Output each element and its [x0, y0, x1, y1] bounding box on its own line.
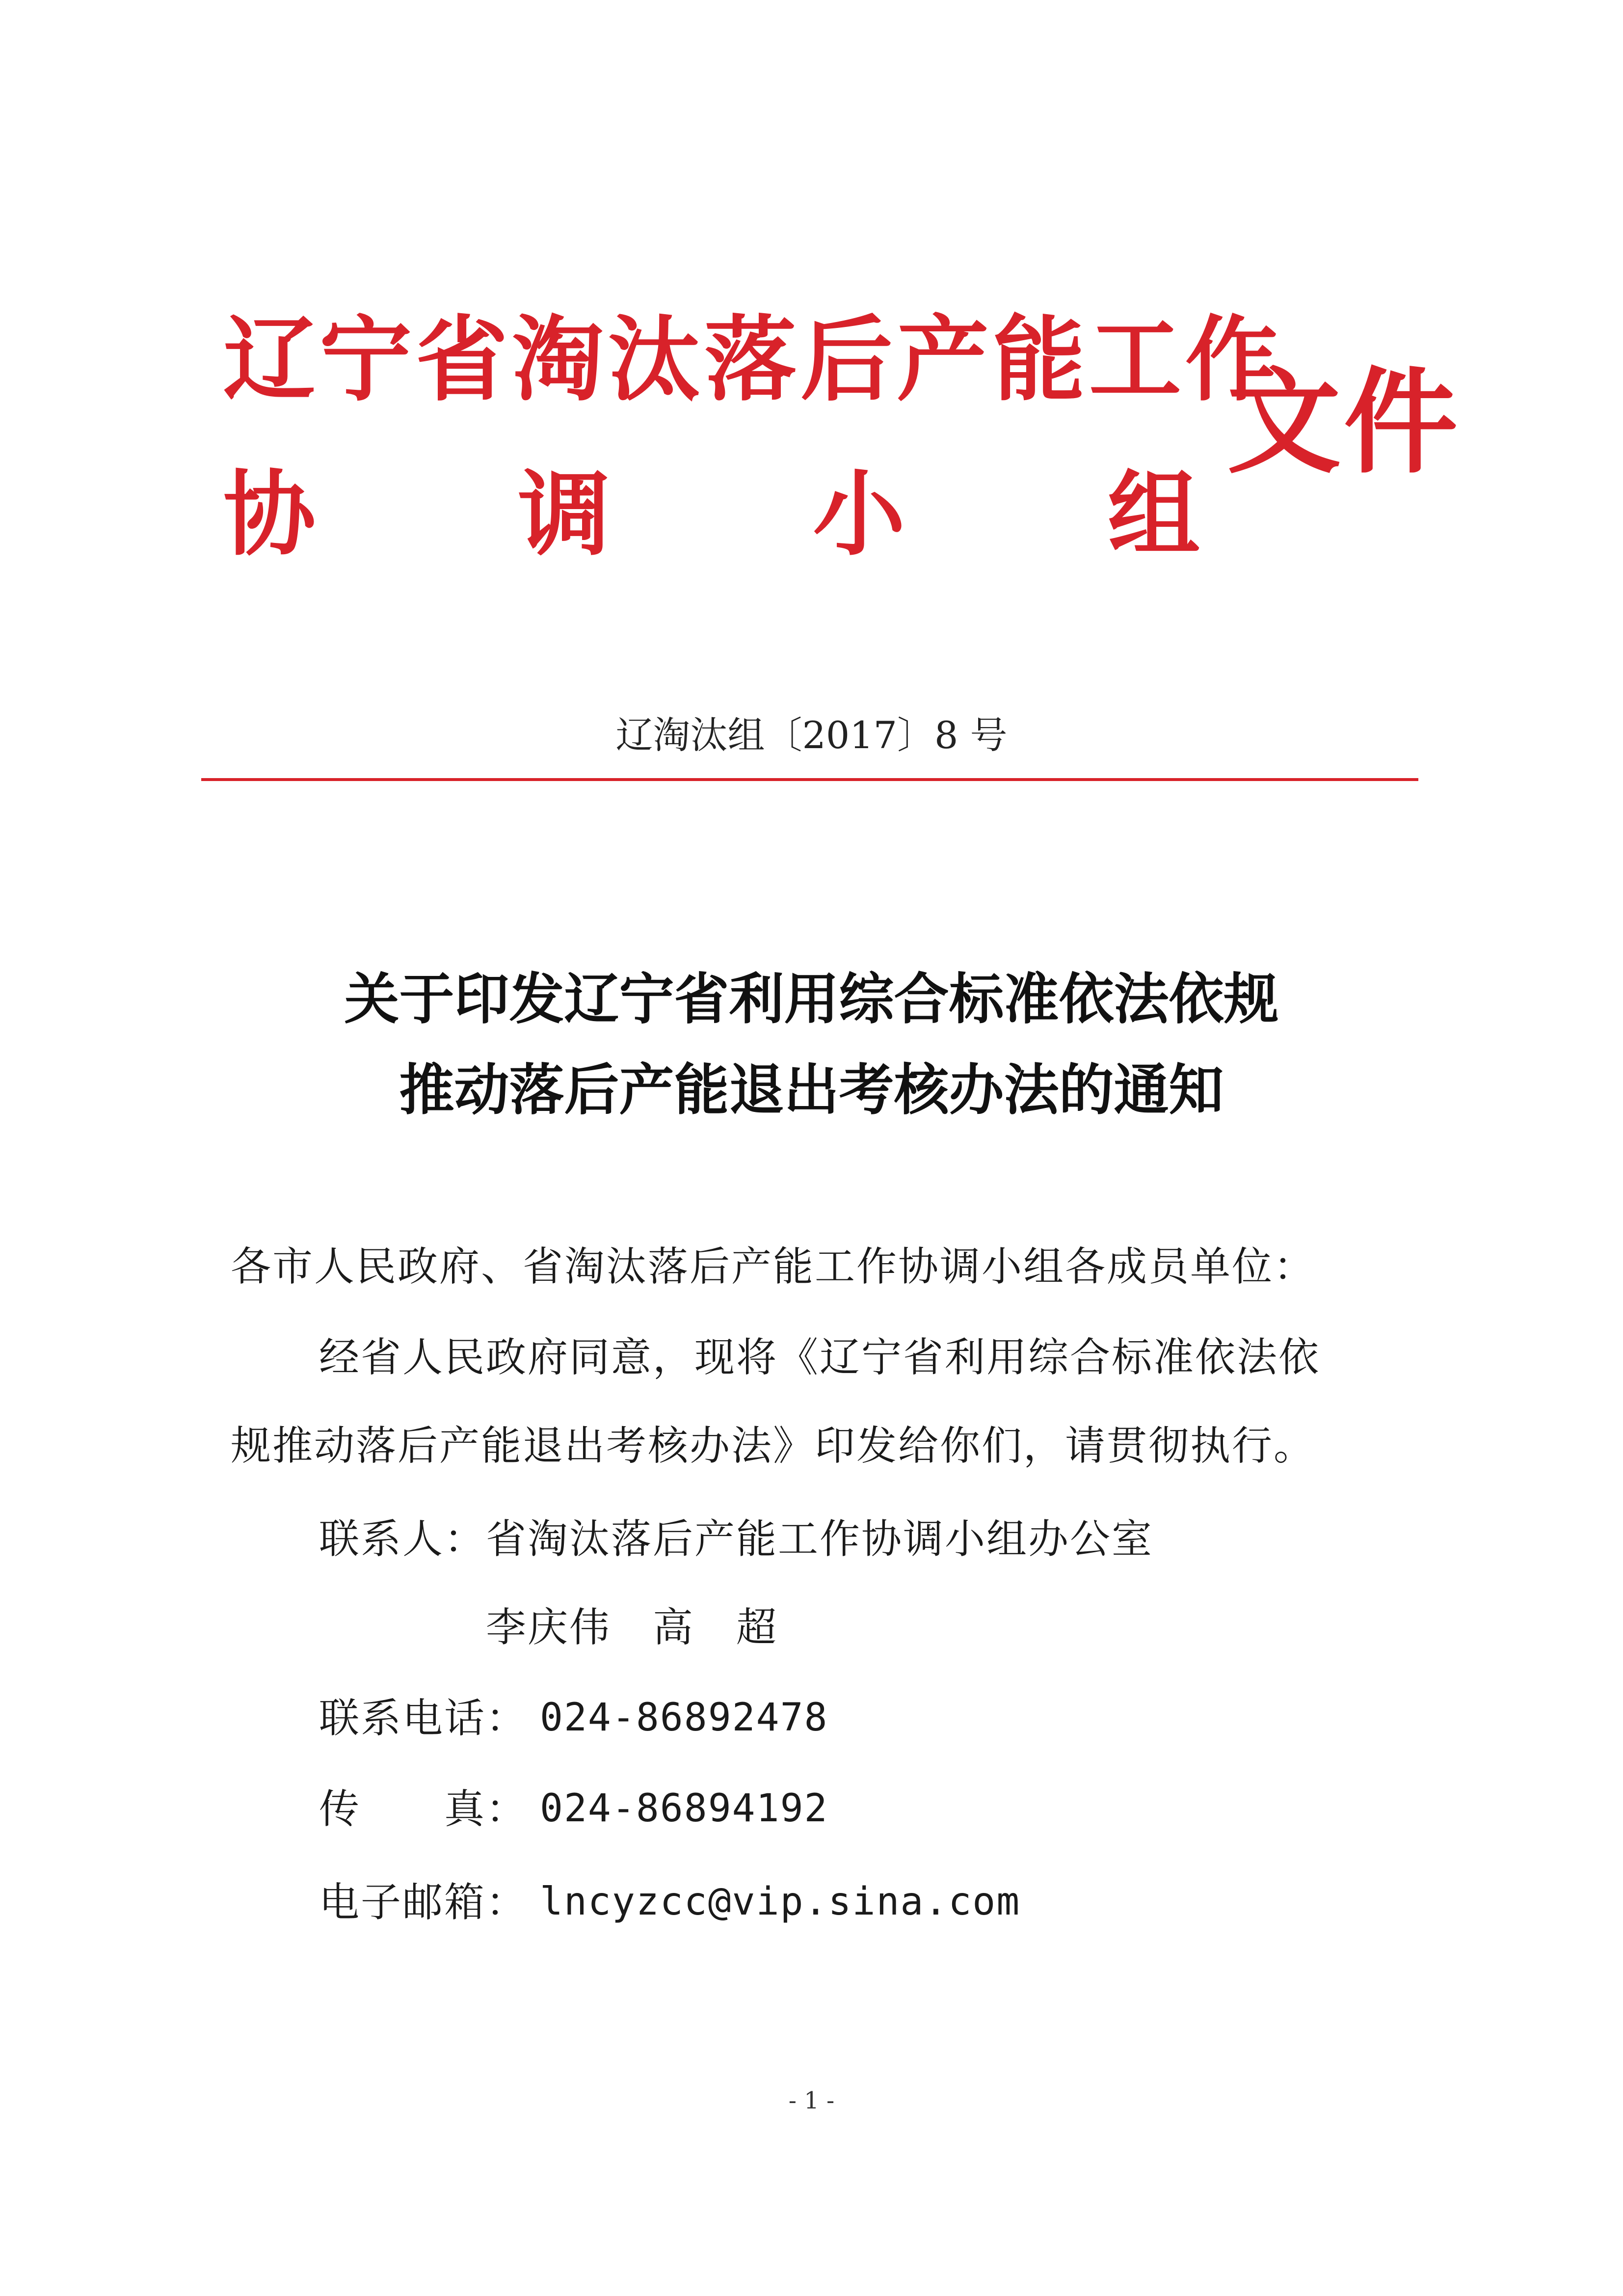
- contact-person-value: 省淘汰落后产能工作协调小组办公室: [486, 1516, 1154, 1563]
- fax-value: 024-86894192: [540, 1786, 828, 1831]
- salutation: 各市人民政府、省淘汰落后产能工作协调小组各成员单位：: [231, 1243, 1316, 1290]
- masthead-char: 协: [223, 461, 316, 568]
- phone-label: 联系电话：: [319, 1695, 528, 1742]
- body-paragraph-line-2: 规推动落后产能退出考核办法》印发给你们，请贯彻执行。: [231, 1423, 1316, 1469]
- phone-value: 024-86892478: [540, 1696, 828, 1740]
- masthead-char: 调: [518, 461, 611, 568]
- body-paragraph-line-1: 经省人民政府同意，现将《辽宁省利用综合标准依法依: [319, 1334, 1321, 1381]
- document-number: 辽淘汰组〔2017〕8 号: [615, 713, 1008, 757]
- document-title-line-2: 推动落后产能退出考核办法的通知: [399, 1058, 1224, 1122]
- document-title-line-1: 关于印发辽宁省利用综合标准依法依规: [344, 967, 1279, 1031]
- masthead-issuer-line-2: [223, 461, 1200, 568]
- masthead-char: 小: [813, 461, 905, 568]
- masthead-document-suffix: 文件: [1227, 356, 1461, 489]
- page-number: - 1 -: [788, 2087, 835, 2114]
- contact-names: 李庆伟 高 超: [486, 1604, 778, 1651]
- fax-label: 传 真：: [319, 1786, 528, 1833]
- email-value: lncyzcc@vip.sina.com: [540, 1880, 1021, 1924]
- red-divider-line: [201, 778, 1418, 781]
- contact-person-label: 联系人：: [319, 1516, 486, 1563]
- masthead-char: 组: [1107, 461, 1200, 568]
- email-label: 电子邮箱：: [319, 1879, 528, 1926]
- masthead-issuer-line-1: 辽宁省淘汰落后产能工作: [223, 306, 1281, 414]
